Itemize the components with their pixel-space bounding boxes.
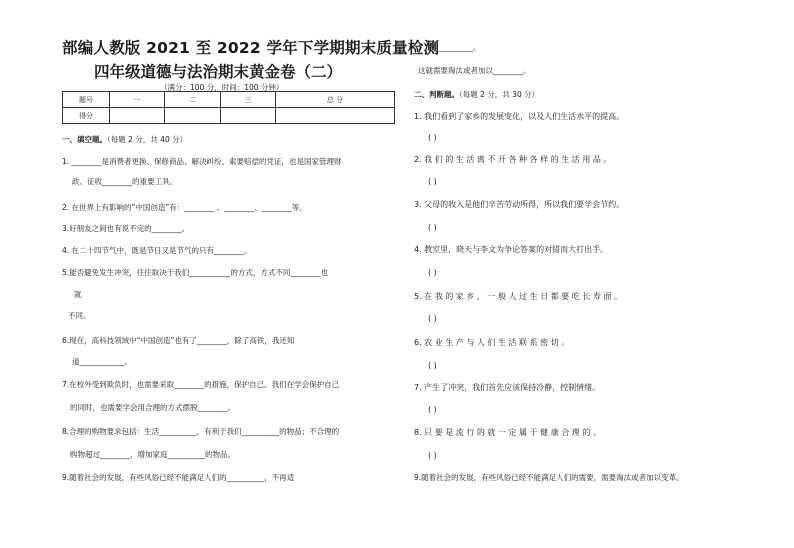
section1-points: （每题 2 分，共 40 分）: [107, 135, 188, 144]
exam-title-line1: 部编人教版 2021 至 2022 学年下学期期末质量检测: [62, 39, 440, 57]
score-cell: 一: [110, 92, 165, 108]
answer-paren[interactable]: ( ): [428, 177, 437, 186]
fill-line: 6.现在，高科技领域中“中国创造”也有了________，除了高铁，我还知: [62, 336, 295, 345]
exam-meta: （满分：100 分，时间：100 分钟）: [160, 83, 284, 92]
exam-title-line2: 四年级道德与法治期末黄金卷（二）: [94, 63, 343, 81]
fill-line: 不同。: [68, 311, 91, 320]
score-cell: 得分: [63, 108, 110, 124]
answer-paren[interactable]: ( ): [428, 268, 437, 277]
score-input-cell[interactable]: [275, 108, 394, 124]
answer-paren[interactable]: ( ): [428, 223, 437, 232]
judge-question: 5. 在 我 的 家 乡 ， 一 般 人 过 生 日 都 要 吃 长 寿 面 。: [414, 292, 622, 301]
score-cell: 三: [220, 92, 275, 108]
section1-heading: [62, 134, 187, 145]
section2-heading: [414, 89, 539, 100]
answer-paren[interactable]: ( ): [428, 451, 437, 460]
fill-line: 4. 在二十四节气中，既是节日又是节气的只有________。: [62, 246, 252, 255]
judge-question: 4. 教室里，晓天与李文为争论答案的对错而大打出手。: [414, 245, 609, 254]
fill-line: 1. ________是消费者更换、保修商品、解决纠纷、索要赔偿的凭证，也是国家管理财: [62, 157, 342, 166]
answer-paren[interactable]: ( ): [428, 361, 437, 370]
fill-line: 9.随着社会的发展，有些风俗已经不能满足人们的__________，不再适: [62, 473, 295, 482]
section2-points: （每题 2 分，共 30 分）: [459, 90, 540, 99]
section1-title: 一、填空题。: [62, 135, 107, 144]
score-table: [62, 91, 395, 124]
score-input-cell[interactable]: [165, 108, 220, 124]
answer-paren[interactable]: ( ): [428, 314, 437, 323]
score-table-score-row: [63, 108, 395, 124]
fill-line-continued: 应__________。: [428, 43, 481, 52]
judge-question: 1. 我们看到了家乡的发展变化，以及人们生活水平的提高。: [414, 112, 625, 121]
judge-question: 2. 我 们 的 生 活 离 不 开 各 种 各 样 的 生 活 用 品 。: [414, 155, 612, 164]
fill-line: 7.在校外受到欺负时，也需要采取________的措施，保护自己。我们在学会保护自己: [62, 380, 340, 389]
fill-line: 2. 在世界上有影响的“中国创造”有：________ 、________、________等。: [62, 203, 307, 212]
score-input-cell[interactable]: [220, 108, 275, 124]
judge-question: 9.随着社会的发展，有些风俗已经不能满足人们的需要，需要淘汰或者加以变革。: [414, 473, 684, 482]
judge-question: 3. 父母的收入是他们辛苦劳动所得，所以我们要学会节约。: [414, 200, 625, 209]
fill-line: 5.能否避免发生冲突，往往取决于我们___________的方式，方式不同________也: [62, 268, 328, 277]
fill-line: 的同时，也需要学会用合理的方式摆脱________。: [70, 403, 235, 412]
score-table-header-row: [63, 92, 395, 108]
fill-line: 道____________。: [72, 357, 132, 366]
judge-question: 6. 农 业 生 产 与 人 们 生 活 联 系 密 切 。: [414, 338, 570, 347]
fill-line: 政、征收________的重要工具。: [72, 177, 177, 186]
fill-line: 就: [74, 290, 82, 299]
judge-question: 7. 产生了冲突，我们首先应该保持冷静，控制情绪。: [414, 383, 601, 392]
score-cell: 题号: [63, 92, 110, 108]
fill-line-continued: 这就需要淘汰或者加以________。: [418, 66, 531, 75]
fill-line: 购物超过________，增加家庭__________的物品。: [70, 450, 235, 459]
score-cell: 二: [165, 92, 220, 108]
judge-question: 8. 只 要 是 流 行 的 就 一 定 属 于 健 康 合 理 的 。: [414, 428, 601, 437]
answer-paren[interactable]: ( ): [428, 133, 437, 142]
fill-line: 3.好朋友之间也有说不完的________。: [62, 224, 190, 233]
answer-paren[interactable]: ( ): [428, 405, 437, 414]
fill-line: 8.合理的购物要求包括：生活__________，有利于我们__________的物品；不合理的: [62, 427, 340, 436]
section2-title: 二、判断题。: [414, 90, 459, 99]
score-cell: 总 分: [275, 92, 394, 108]
score-input-cell[interactable]: [110, 108, 165, 124]
right-column: [410, 0, 794, 548]
